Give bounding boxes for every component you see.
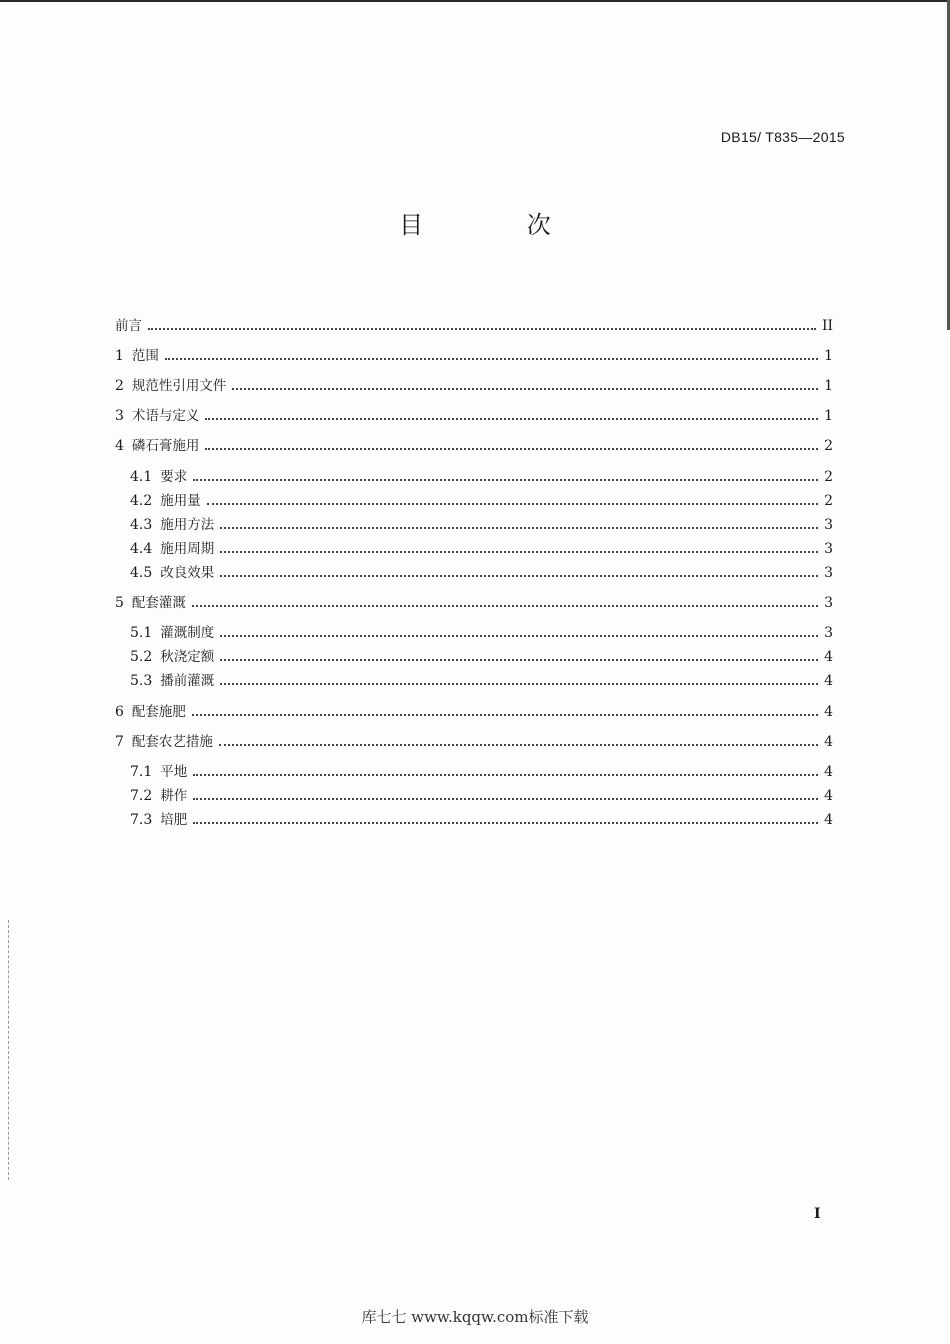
toc-entry-page: II	[821, 318, 833, 334]
toc-entry[interactable]	[115, 402, 833, 424]
toc-entry[interactable]	[130, 559, 833, 581]
toc-entry-label: 前言	[115, 318, 142, 334]
toc-entry-label: 配套施肥	[131, 704, 186, 720]
toc-entry-label: 秋浇定额	[160, 649, 215, 665]
dot-leader	[193, 774, 818, 776]
toc-entry-label: 施用周期	[160, 541, 215, 557]
dot-leader	[165, 358, 818, 360]
dot-leader	[192, 714, 818, 716]
toc-entry-label: 施用方法	[160, 517, 215, 533]
toc-entry-number: 7.2	[130, 788, 153, 804]
toc-entry[interactable]	[130, 806, 833, 828]
toc-entry-page: 1	[824, 378, 833, 394]
toc-entry-page: 1	[824, 348, 833, 364]
toc-entry-page: 4	[824, 764, 833, 780]
toc-entry-number: 3	[115, 408, 124, 424]
toc-entry-page: 4	[824, 734, 833, 750]
dot-leader	[205, 418, 818, 420]
toc-entry-label: 改良效果	[160, 565, 215, 581]
binding-marks	[8, 920, 11, 1180]
toc-entry[interactable]	[115, 432, 833, 454]
toc-entry-label: 播前灌溉	[160, 673, 215, 689]
toc-entry-page: 3	[824, 541, 833, 557]
toc-entry-number: 4.4	[130, 541, 153, 557]
dot-leader	[232, 388, 818, 390]
toc-entry-page: 2	[824, 493, 833, 509]
dot-leader	[148, 328, 816, 330]
toc-entry-page: 3	[824, 595, 833, 611]
dot-leader	[220, 659, 818, 661]
toc-entry-number: 2	[115, 378, 124, 394]
toc-entry[interactable]	[115, 372, 833, 394]
toc-entry[interactable]	[130, 535, 833, 557]
toc-entry-page: 4	[824, 704, 833, 720]
toc-entry-page: 4	[824, 788, 833, 804]
toc-entry-label: 规范性引用文件	[131, 378, 227, 394]
toc-entry-number: 5.1	[130, 625, 153, 641]
footer-watermark: 库七七 www.kqqw.com标准下载	[361, 1308, 589, 1326]
toc-entry-number: 7.3	[130, 812, 153, 828]
toc-entry-page: 1	[824, 408, 833, 424]
top-rule	[0, 0, 950, 2]
toc-entry-label: 要求	[160, 469, 188, 485]
toc-entry[interactable]	[130, 511, 833, 533]
toc-entry-page: 2	[824, 438, 833, 454]
toc-entry[interactable]	[130, 487, 833, 509]
toc-entry[interactable]	[115, 589, 833, 611]
toc-entry-page: 4	[824, 673, 833, 689]
dot-leader	[220, 575, 818, 577]
toc-entry[interactable]	[130, 643, 833, 665]
toc-entry-page: 4	[824, 649, 833, 665]
toc-entry-number: 4.3	[130, 517, 153, 533]
dot-leader	[220, 683, 818, 685]
dot-leader	[193, 479, 818, 481]
toc-entry-label: 施用量	[160, 493, 201, 509]
toc-entry-label: 术语与定义	[131, 408, 200, 424]
toc-entry-label: 灌溉制度	[160, 625, 215, 641]
toc-entry-number: 5.2	[130, 649, 153, 665]
toc-entry[interactable]	[130, 463, 833, 485]
toc-entry[interactable]	[115, 728, 833, 750]
dot-leader	[220, 635, 818, 637]
dot-leader	[220, 551, 818, 553]
toc-entry-page: 3	[824, 517, 833, 533]
dot-leader	[219, 744, 818, 746]
toc-entry-number: 4	[115, 438, 124, 454]
dot-leader	[207, 503, 818, 505]
document-number: DB15/ T835—2015	[720, 129, 845, 145]
toc-entry-label: 范围	[131, 348, 159, 364]
toc-entry-label: 培肥	[160, 812, 188, 828]
dot-leader	[205, 448, 818, 450]
dot-leader	[193, 798, 818, 800]
toc-entry-number: 4.2	[130, 493, 153, 509]
toc-entry[interactable]	[130, 782, 833, 804]
toc-entry-number: 1	[115, 348, 124, 364]
toc-entry-number: 5	[115, 595, 124, 611]
toc-entry-label: 磷石膏施用	[131, 438, 200, 454]
toc-entry-number: 7	[115, 734, 124, 750]
toc-entry-label: 配套农艺措施	[131, 734, 213, 750]
toc-entry-number: 4.1	[130, 469, 153, 485]
toc-entry-label: 配套灌溉	[131, 595, 186, 611]
page-title: 目 次	[399, 211, 599, 239]
toc-entry-label: 耕作	[160, 788, 188, 804]
toc-entry-page: 4	[824, 812, 833, 828]
dot-leader	[193, 822, 818, 824]
toc-entry-page: 3	[824, 625, 833, 641]
toc-entry-page: 2	[824, 469, 833, 485]
page-number: I	[814, 1206, 821, 1222]
dot-leader	[220, 527, 818, 529]
toc-entry[interactable]	[115, 342, 833, 364]
toc-entry-page: 3	[824, 565, 833, 581]
dot-leader	[192, 605, 818, 607]
toc-entry-number: 6	[115, 704, 124, 720]
toc-entry-number: 4.5	[130, 565, 153, 581]
toc-entry[interactable]	[130, 619, 833, 641]
toc-entry[interactable]	[130, 758, 833, 780]
toc-entry[interactable]	[130, 667, 833, 689]
toc-entry[interactable]	[115, 698, 833, 720]
toc-entry-label: 平地	[160, 764, 188, 780]
toc-entry-number: 7.1	[130, 764, 153, 780]
toc-entry-number: 5.3	[130, 673, 153, 689]
toc-entry[interactable]	[115, 312, 833, 334]
